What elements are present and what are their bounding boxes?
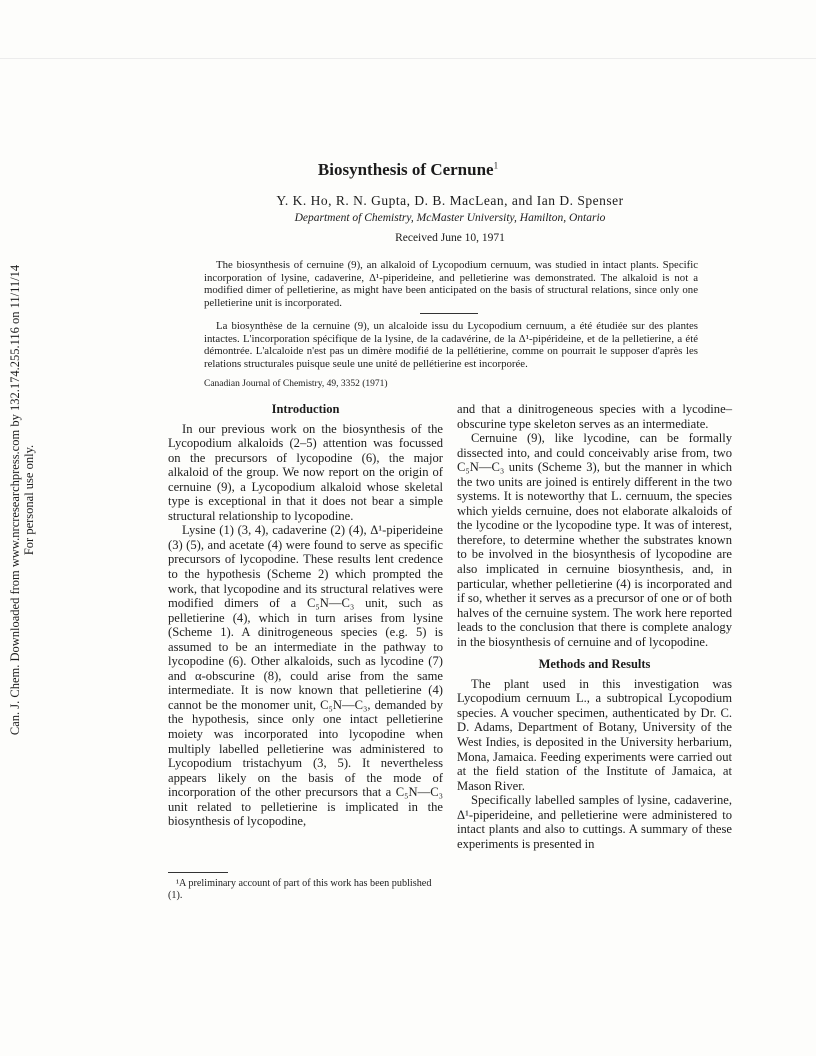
watermark-source-line: Can. J. Chem. Downloaded from www.nrcresearchpress.com by 132.174.255.116 on 11/11/14 <box>8 264 22 736</box>
abstract-french-text: La biosynthèse de la cernuine (9), un alcaloide issu du Lycopodium cernuum, a été étudiée sur des plantes intactes. L'incorporation spécifique de la lysine, de la cadavérine, de la Δ¹-pipérideine, et de la pelletierine, a été démontrée. L'alcaloide n'est pas un dimère modifié de la pellétierine, comme on pourrait le supposer d'après les relations structurales puisque seule une unité de pellétierine est incorporée. <box>204 320 698 370</box>
abstract-divider <box>420 313 478 314</box>
watermark-usage-line: For personal use only. <box>22 444 36 556</box>
left-column <box>168 402 443 829</box>
download-watermark <box>2 60 42 940</box>
author-list: Y. K. Ho, R. N. Gupta, D. B. MacLean, and Ian D. Spenser <box>276 193 624 208</box>
intro-paragraph-2: Lysine (1) (3, 4), cadaverine (2) (4), Δ¹-piperideine (3) (5), and acetate (4) were found to serve as specific precursors of lycopodine. These results lent credence to the hypothesis (Scheme 2) which prompted the work, that lycopodine and its structural relatives were modified dimers of a C₅N—C₃ unit, such as pelletierine (4), which in turn arises from lysine (Scheme 1). A dinitrogeneous species (e.g. 5) is assumed to be an intermediate in the pathway to lycopodine (6). Other alkaloids, such as lycodine (7) and α-obscurine (8), could arise from the same intermediate. It is now known that pelletierine (4) cannot be the monomer unit, C₅N—C₃, demanded by the hypothesis, since only one intact pelletierine moiety was incorporated into lycopodine when multiply labelled pelletierine was administered to Lycopodium tristachyum (3, 5). It nevertheless appears likely on the basis of the mode of incorporation of the other precursors that a C₅N—C₃ unit related to pelletierine is implicated in the biosynthesis of lycopodine, <box>168 523 443 829</box>
intro-paragraph-1: In our previous work on the biosynthesis of the Lycopodium alkaloids (2–5) attention was focussed on the precursors of lycopodine (6), the major alkaloid of the group. We now report on the origin of cernuine (9), a Lycopodium alkaloid whose skeletal type is exceptional in that it does not bear a simple structural relationship to lycopodine. <box>168 421 443 523</box>
affiliation: Department of Chemistry, McMaster University, Hamilton, Ontario <box>294 212 606 224</box>
methods-heading: Methods and Results <box>538 657 651 672</box>
methods-paragraph-2: Specifically labelled samples of lysine, cadaverine, Δ¹-piperideine, and pelletierine were administered to intact plants and also to cuttings. A summary of these experiments is presented in <box>457 793 732 851</box>
paper-title <box>0 160 816 180</box>
page-top-edge <box>0 58 816 59</box>
abstract-french <box>204 320 698 370</box>
right-paragraph-1: and that a dinitrogeneous species with a lycodine–obscurine type skeleton serves as an intermediate. <box>457 402 732 431</box>
methods-paragraph-1: The plant used in this investigation was Lycopodium cernuum L., a subtropical Lycopodium species. A voucher specimen, authenticated by Dr. C. D. Adams, Department of Botany, University of the West Indies, is deposited in the University herbarium, Mona, Jamaica. Feeding experiments were carried out at the field station of the Institute of Jamaica, at Mason River. <box>457 676 732 793</box>
journal-citation: Canadian Journal of Chemistry, 49, 3352 (1971) <box>204 379 388 389</box>
title-footnote-marker: 1 <box>493 160 499 171</box>
introduction-heading: Introduction <box>271 402 340 416</box>
title-text: Biosynthesis of Cernune <box>317 160 494 179</box>
footnote-text: ¹A preliminary account of part of this work has been published (1). <box>168 878 432 901</box>
footnote <box>168 878 443 902</box>
abstract-english <box>204 259 698 309</box>
footnote-rule <box>168 872 228 873</box>
received-date: Received June 10, 1971 <box>395 232 505 244</box>
abstract-english-text: The biosynthesis of cernuine (9), an alkaloid of Lycopodium cernuum, was studied in intact plants. Specific incorporation of lysine, cadaverine, Δ¹-piperideine, and pelletierine was demonstrated. The alkaloid is not a modified dimer of pelletierine, as might have been anticipated on the basis of structural relations, since only one pelletierine unit is incorporated. <box>204 259 698 309</box>
right-paragraph-2: Cernuine (9), like lycodine, can be formally dissected into, and could conceivably arise from, two C₅N—C₃ units (Scheme 3), but the manner in which the two units are joined is entirely different in the two systems. It is noteworthy that L. cernuum, the species which yields cernuine, does not elaborate alkaloids of the lycodine or the lycopodine type. It was of interest, therefore, to determine whether the substrates known to be involved in the biosynthesis of lycopodine are also implicated in cernuine biosynthesis, and, in particular, whether pelletierine (4) is incorporated and if so, whether it serves as a precursor of one or of both halves of the cernuine system. The work here reported leads to the conclusion that there is complete analogy in the biosynthesis of cernuine and of lycopodine. <box>457 431 732 649</box>
right-column <box>457 402 732 851</box>
